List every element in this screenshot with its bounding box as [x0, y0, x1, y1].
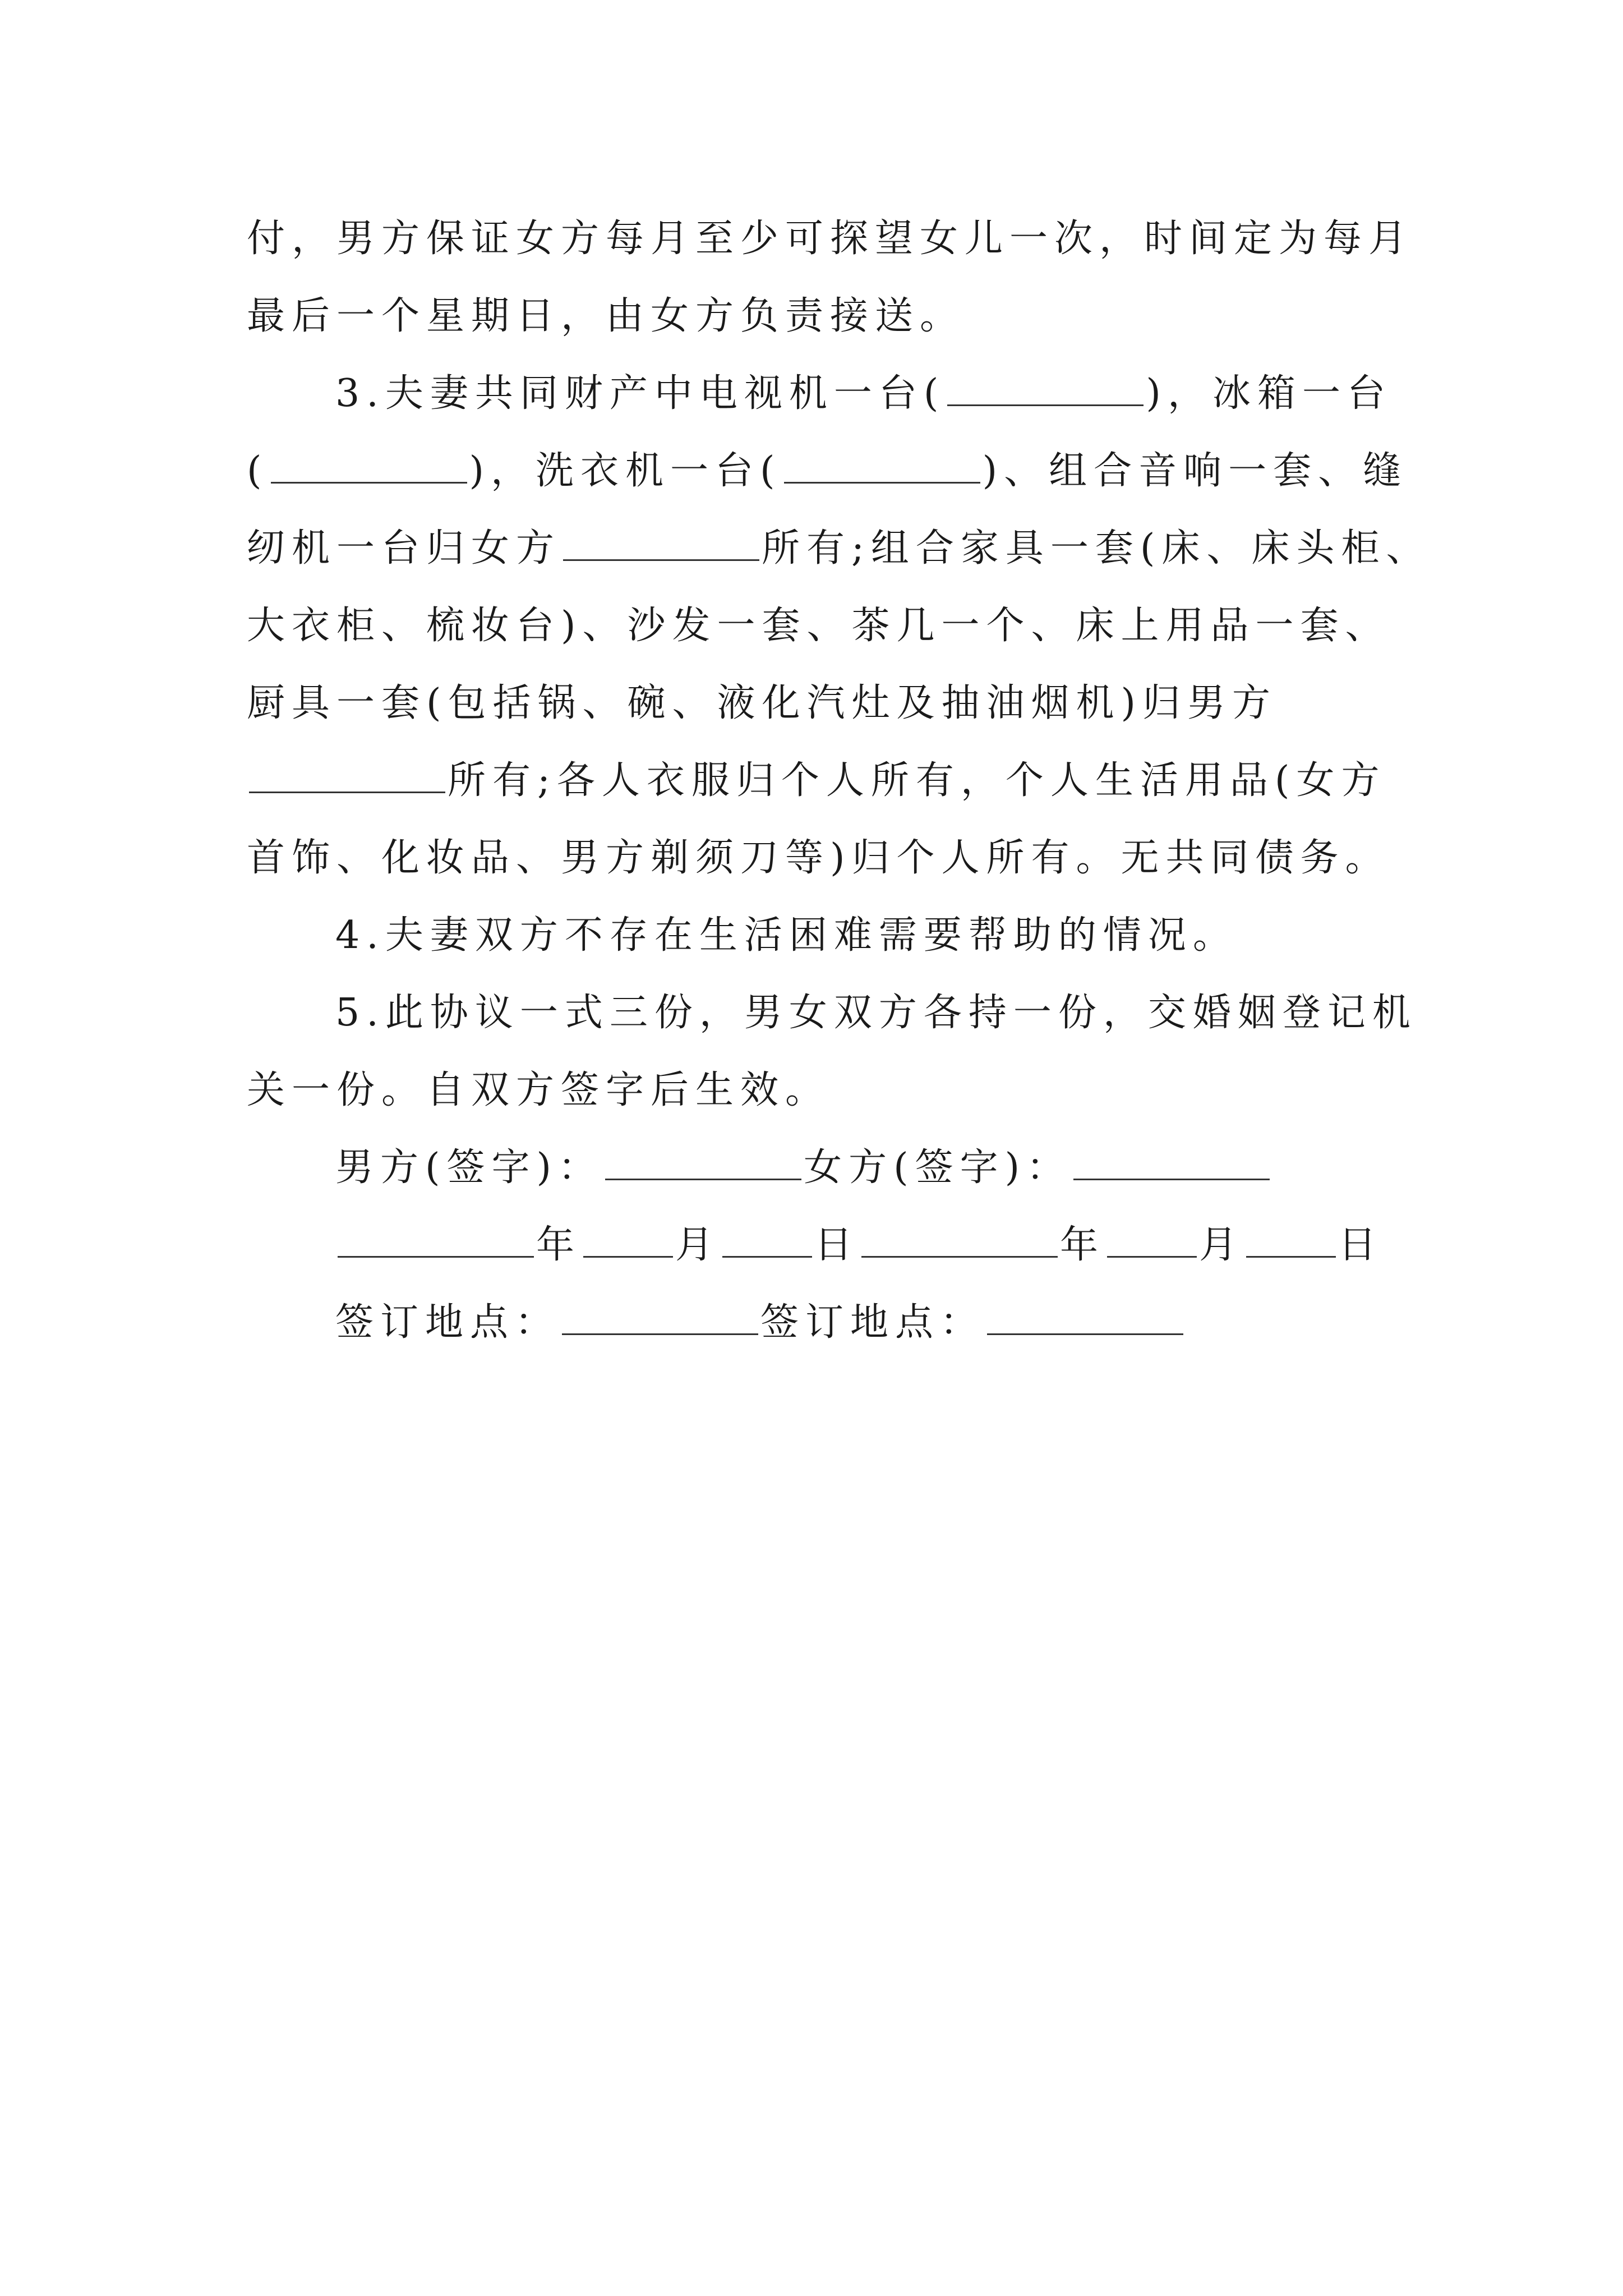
paragraph-3-text: 所有;各人衣服归个人所有，个人生活用品(女方 [448, 758, 1386, 803]
place-blank [562, 1300, 758, 1335]
paragraph-3-line-1 [335, 369, 1392, 418]
place-label: 签订地点： [335, 1300, 560, 1345]
year-label: 年 [1060, 1223, 1105, 1267]
paragraph-3-line-3 [247, 524, 1431, 573]
paragraph-3-line-4: 大衣柜、梳妆台)、沙发一套、茶几一个、床上用品一套、 [247, 604, 1390, 648]
place-label: 签订地点： [760, 1300, 985, 1345]
female-name-blank [563, 526, 759, 561]
month-blank [583, 1222, 673, 1258]
paragraph-2-line-1: 付，男方保证女方每月至少可探望女儿一次，时间定为每月 [247, 217, 1414, 261]
year-blank [338, 1222, 534, 1258]
day-label: 日 [814, 1223, 860, 1267]
paragraph-5-line-1: 5.此协议一式三份，男女双方各持一份，交婚姻登记机 [335, 991, 1417, 1035]
male-signature-label: 男方(签字)： [335, 1145, 603, 1190]
month-label: 月 [675, 1223, 721, 1267]
signature-line [335, 1143, 1272, 1193]
month-blank [1107, 1222, 1197, 1258]
day-label: 日 [1338, 1223, 1384, 1267]
paragraph-3-text: 纫机一台归女方 [247, 526, 561, 570]
tv-blank [947, 371, 1144, 406]
day-blank [1246, 1222, 1336, 1258]
washer-blank [784, 448, 980, 484]
paragraph-3-text: )，冰箱一台 [1146, 371, 1392, 416]
date-line [335, 1221, 1383, 1270]
paragraph-2-line-2: 最后一个星期日，由女方负责接送。 [247, 294, 965, 338]
paragraph-3-line-7: 首饰、化妆品、男方剃须刀等)归个人所有。无共同债务。 [247, 836, 1390, 880]
female-signature-label: 女方(签字)： [804, 1145, 1072, 1190]
year-blank [861, 1222, 1058, 1258]
month-label: 月 [1199, 1223, 1244, 1267]
place-blank [987, 1300, 1183, 1335]
fridge-blank [271, 448, 467, 484]
paragraph-3-text: )，洗衣机一台( [469, 449, 782, 493]
paragraph-3-text: ( [247, 449, 269, 493]
female-signature-blank [1073, 1145, 1270, 1180]
place-line [335, 1298, 1186, 1347]
year-label: 年 [536, 1223, 582, 1267]
paragraph-4: 4.夫妻双方不存在生活困难需要帮助的情况。 [335, 913, 1238, 958]
paragraph-3-text: )、组合音响一套、缝 [982, 449, 1408, 493]
paragraph-3-line-6 [247, 756, 1386, 806]
male-name-blank [249, 758, 445, 793]
paragraph-3-text: 3.夫妻共同财产中电视机一台( [335, 371, 946, 416]
paragraph-3-line-5: 厨具一套(包括锅、碗、液化汽灶及抽油烟机)归男方 [247, 681, 1278, 725]
paragraph-5-line-2: 关一份。自双方签字后生效。 [247, 1068, 831, 1112]
paragraph-3-text: 所有;组合家具一套(床、床头柜、 [762, 526, 1431, 570]
day-blank [722, 1222, 812, 1258]
male-signature-blank [605, 1145, 801, 1180]
paragraph-3-line-2 [247, 447, 1408, 496]
